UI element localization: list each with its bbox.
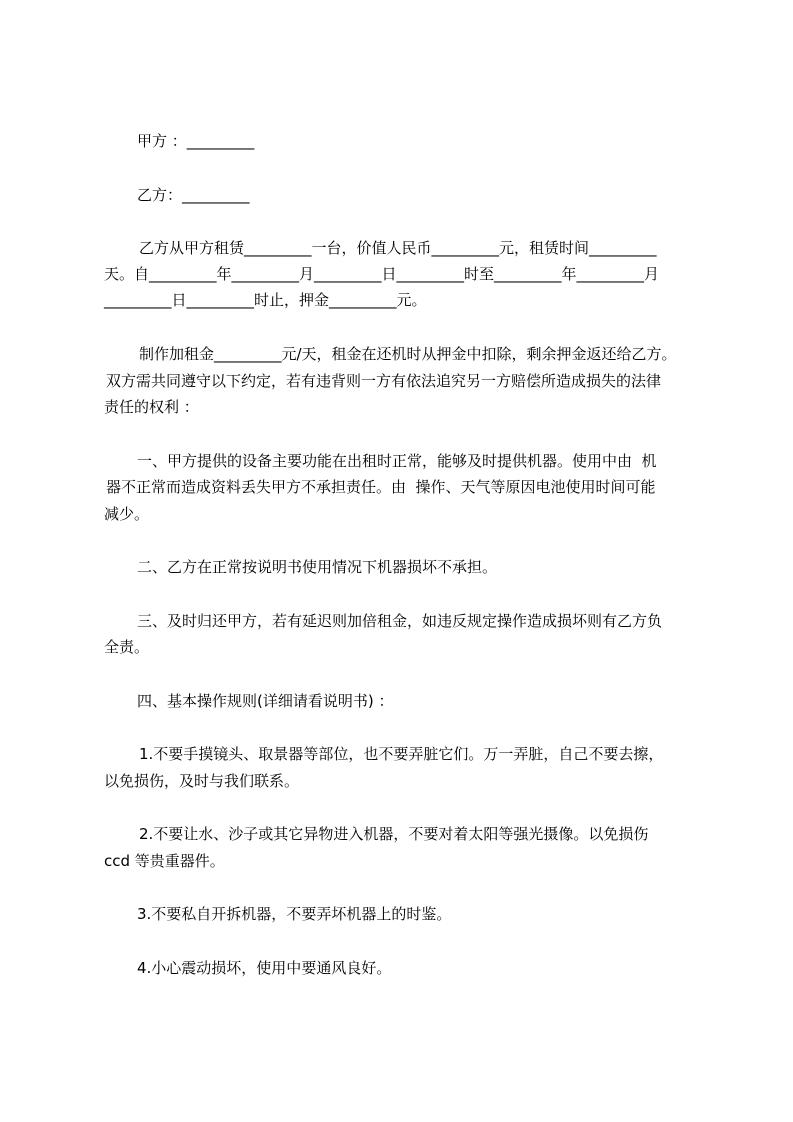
clause-2: 二、乙方在正常按说明书使用情况下机器损坏不承担。 — [137, 558, 498, 576]
party-b-line: 乙方：_________ — [137, 186, 250, 204]
clause-4: 四、基本操作规则(详细请看说明书) ： — [137, 692, 394, 710]
clause-1-line-1: 一、甲方提供的设备主要功能在出租时正常，能够及时提供机器。使用中由 机 — [137, 452, 657, 470]
clause-1-line-3: 减少。 — [104, 505, 150, 523]
rule-1-line-1: 1.不要手摸镜头、取景器等部位，也不要弄脏它们。万一弄脏，自己不要去擦， — [139, 745, 664, 763]
rental-line-1: 乙方从甲方租赁_________一台，价值人民币_________元，租赁时间_________ — [139, 239, 657, 257]
rule-2-line-2: ccd 等贵重器件。 — [104, 852, 225, 870]
clause-3-line-1: 三、及时归还甲方，若有延迟则加倍租金，如违反规定操作造成损坏则有乙方负 — [137, 612, 663, 630]
rental-line-2: 天。自_________年_________月_________日_________时至_________年_________月 — [104, 265, 660, 283]
clause-3-line-2: 全责。 — [104, 638, 150, 656]
rule-2-line-1: 2.不要让水、沙子或其它异物进入机器，不要对着太阳等强光摄像。以免损伤 — [139, 825, 649, 843]
fee-line-2: 双方需共同遵守以下约定，若有违背则一方有依法追究另一方赔偿所造成损失的法律 — [106, 372, 662, 390]
party-a-line: 甲方 ：_________ — [137, 132, 255, 150]
clause-1-line-2: 器不正常而造成资料丢失甲方不承担责任。由 操作、天气等原因电池使用时间可能 — [106, 478, 656, 496]
rule-4: 4.小心震动损坏，使用中要通风良好。 — [137, 959, 392, 977]
rule-3: 3.不要私自开拆机器，不要弄坏机器上的时鉴。 — [137, 905, 452, 923]
rental-line-3: _________日_________时止，押金_________元。 — [104, 291, 427, 309]
fee-line-3: 责任的权利 ： — [104, 398, 199, 416]
fee-line-1: 制作加租金_________元/天，租金在还机时从押金中扣除，剩余押金返还给乙方。 — [139, 345, 677, 363]
rule-1-line-2: 以免损伤，及时与我们联系。 — [104, 772, 300, 790]
